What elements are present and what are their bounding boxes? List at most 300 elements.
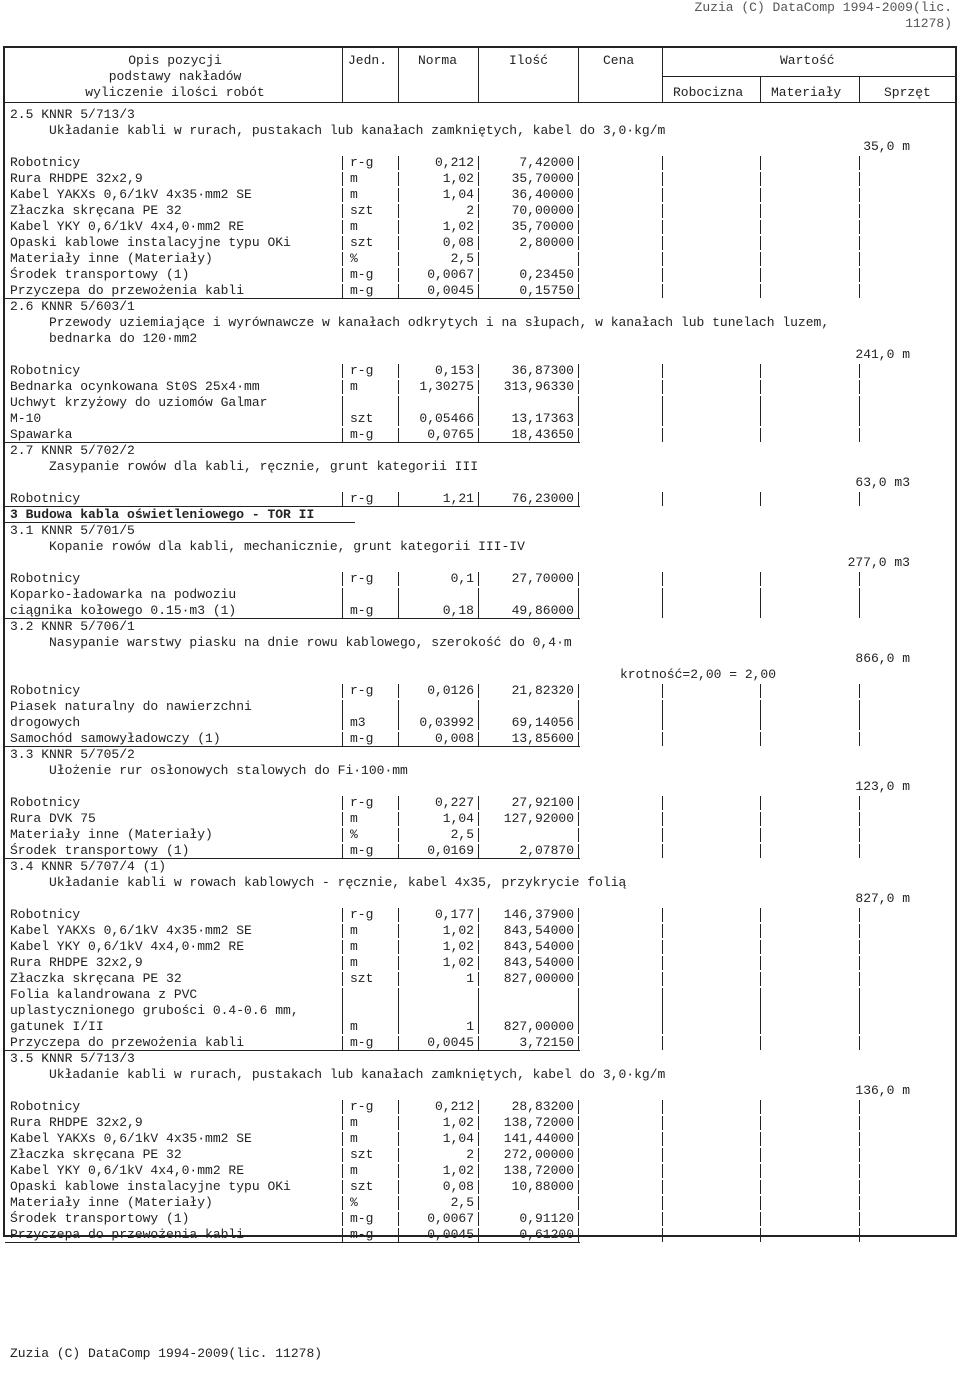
row-column-divider	[342, 1132, 343, 1146]
row-column-divider	[578, 220, 579, 234]
resource-norma: 0,0045	[427, 1227, 474, 1242]
row-column-divider	[398, 364, 399, 378]
row-column-divider	[859, 908, 860, 922]
row-column-divider	[398, 828, 399, 842]
row-column-divider	[760, 988, 761, 1034]
resource-unit: r-g	[350, 1099, 374, 1114]
resource-norma: 0,0126	[427, 683, 474, 698]
row-column-divider	[662, 844, 663, 858]
resource-name: Środek transportowy (1)	[10, 843, 190, 858]
row-column-divider	[578, 284, 579, 298]
row-column-divider	[398, 1100, 399, 1114]
row-column-divider	[478, 924, 479, 938]
row-column-divider	[478, 1100, 479, 1114]
resource-unit: szt	[350, 411, 374, 426]
row-column-divider	[859, 380, 860, 394]
resource-name: Rura RHDPE 32x2,9	[10, 1115, 143, 1130]
row-column-divider	[859, 732, 860, 746]
row-column-divider	[478, 1196, 479, 1210]
resource-norma: 1,02	[442, 1115, 474, 1130]
item-group-bottom-rule	[5, 1242, 580, 1243]
row-column-divider	[478, 1132, 479, 1146]
row-column-divider	[662, 812, 663, 826]
row-column-divider	[760, 1116, 761, 1130]
position-code: 2.5 KNNR 5/713/3	[10, 107, 135, 122]
row-column-divider	[662, 268, 663, 282]
position-description: Przewody uziemiające i wyrównawcze w kanałach odkrytych i na słupach, w kanałach lub tunelach luzem,	[49, 315, 830, 330]
row-column-divider	[662, 204, 663, 218]
column-header-materialy: Materiały	[771, 85, 842, 100]
position-quantity: 35,0 m	[863, 139, 910, 154]
resource-unit: m-g	[350, 1211, 374, 1226]
row-column-divider	[478, 492, 479, 506]
position-description: Zasypanie rowów dla kabli, ręcznie, grunt kategorii III	[49, 459, 479, 474]
resource-name: Rura RHDPE 32x2,9	[10, 955, 143, 970]
row-column-divider	[342, 1228, 343, 1242]
row-column-divider	[478, 988, 479, 1034]
resource-name: gatunek I/II	[10, 1019, 104, 1034]
row-column-divider	[478, 204, 479, 218]
resource-norma: 1,04	[442, 1131, 474, 1146]
resource-name: Środek transportowy (1)	[10, 267, 190, 282]
row-column-divider	[662, 156, 663, 170]
resource-norma: 1,02	[442, 171, 474, 186]
resource-name: Opaski kablowe instalacyjne typu OKi	[10, 1179, 291, 1194]
row-column-divider	[478, 364, 479, 378]
row-column-divider	[578, 1132, 579, 1146]
row-column-divider	[760, 812, 761, 826]
resource-ilosc: 141,44000	[503, 1131, 574, 1146]
column-header-wartosc: Wartość	[780, 53, 835, 68]
row-column-divider	[578, 700, 579, 730]
row-column-divider	[342, 572, 343, 586]
row-column-divider	[578, 236, 579, 250]
header-column-divider	[398, 48, 399, 102]
row-column-divider	[342, 972, 343, 986]
row-column-divider	[662, 492, 663, 506]
row-column-divider	[859, 172, 860, 186]
row-column-divider	[760, 1212, 761, 1226]
resource-name: Koparko-ładowarka na podwoziu	[10, 587, 237, 602]
position-quantity: 866,0 m	[855, 651, 910, 666]
row-column-divider	[662, 1180, 663, 1194]
row-column-divider	[578, 812, 579, 826]
resource-norma: 0,227	[434, 795, 474, 810]
position-quantity: 241,0 m	[855, 347, 910, 362]
row-column-divider	[662, 1116, 663, 1130]
row-column-divider	[859, 492, 860, 506]
row-column-divider	[662, 236, 663, 250]
row-column-divider	[859, 1180, 860, 1194]
position-quantity: 63,0 m3	[855, 475, 910, 490]
row-column-divider	[578, 380, 579, 394]
row-column-divider	[859, 796, 860, 810]
row-column-divider	[662, 1212, 663, 1226]
row-column-divider	[578, 1196, 579, 1210]
row-column-divider	[478, 1212, 479, 1226]
resource-ilosc: 35,70000	[511, 219, 574, 234]
row-column-divider	[662, 284, 663, 298]
resource-name: Robotnicy	[10, 683, 81, 698]
row-column-divider	[859, 940, 860, 954]
row-column-divider	[342, 700, 343, 730]
page-header: Zuzia (C) DataComp 1994-2009(lic. 11278)	[694, 0, 952, 31]
resource-unit: %	[350, 827, 358, 842]
row-column-divider	[859, 700, 860, 730]
row-column-divider	[398, 220, 399, 234]
row-column-divider	[760, 972, 761, 986]
column-header-opis-1: Opis pozycji	[128, 53, 222, 68]
row-column-divider	[478, 572, 479, 586]
resource-name: Bednarka ocynkowana St0S 25x4·mm	[10, 379, 260, 394]
resource-norma: 2	[466, 203, 474, 218]
resource-norma: 1	[466, 1019, 474, 1034]
row-column-divider	[760, 1164, 761, 1178]
resource-ilosc: 27,70000	[511, 571, 574, 586]
resource-ilosc: 18,43650	[511, 427, 574, 442]
column-header-ilosc: Ilość	[509, 53, 549, 68]
row-column-divider	[760, 364, 761, 378]
row-column-divider	[760, 924, 761, 938]
row-column-divider	[578, 572, 579, 586]
row-column-divider	[398, 1116, 399, 1130]
row-column-divider	[760, 1228, 761, 1242]
row-column-divider	[760, 1148, 761, 1162]
position-code: 2.6 KNNR 5/603/1	[10, 299, 135, 314]
resource-ilosc: 843,54000	[503, 939, 574, 954]
resource-name: Materiały inne (Materiały)	[10, 1195, 213, 1210]
resource-unit: m-g	[350, 731, 374, 746]
position-description: Układanie kabli w rurach, pustakach lub kanałach zamkniętych, kabel do 3,0·kg/m	[49, 123, 666, 138]
row-column-divider	[859, 988, 860, 1034]
column-header-cena: Cena	[603, 53, 635, 68]
resource-norma: 0,03992	[419, 715, 474, 730]
resource-name: Przyczepa do przewożenia kabli	[10, 1035, 245, 1050]
resource-name: Folia kalandrowana z PVC	[10, 987, 198, 1002]
resource-norma: 0,0045	[427, 283, 474, 298]
resource-unit: r-g	[350, 155, 374, 170]
resource-ilosc: 138,72000	[503, 1115, 574, 1130]
resource-name: Robotnicy	[10, 907, 81, 922]
row-column-divider	[662, 1036, 663, 1050]
row-column-divider	[760, 1180, 761, 1194]
resource-unit: m	[350, 379, 358, 394]
resource-norma: 0,05466	[419, 411, 474, 426]
resource-unit: m-g	[350, 1227, 374, 1242]
resource-norma: 0,0045	[427, 1035, 474, 1050]
row-column-divider	[342, 940, 343, 954]
resource-unit: m	[350, 1131, 358, 1146]
resource-name: Rura DVK 75	[10, 811, 96, 826]
row-column-divider	[662, 940, 663, 954]
row-column-divider	[760, 1132, 761, 1146]
row-column-divider	[478, 220, 479, 234]
row-column-divider	[342, 1164, 343, 1178]
row-column-divider	[478, 732, 479, 746]
resource-name: uplastycznionego grubości 0.4-0.6 mm,	[10, 1003, 299, 1018]
column-header-sprzet: Sprzęt	[884, 85, 931, 100]
row-column-divider	[578, 732, 579, 746]
row-column-divider	[478, 188, 479, 202]
resource-norma: 1,02	[442, 939, 474, 954]
resource-norma: 1,04	[442, 811, 474, 826]
row-column-divider	[342, 732, 343, 746]
row-column-divider	[398, 572, 399, 586]
row-column-divider	[760, 380, 761, 394]
row-column-divider	[398, 1132, 399, 1146]
position-quantity: 123,0 m	[855, 779, 910, 794]
resource-unit: m	[350, 187, 358, 202]
row-column-divider	[398, 684, 399, 698]
resource-name: Złaczka skręcana PE 32	[10, 971, 182, 986]
row-column-divider	[578, 1148, 579, 1162]
resource-name: Przyczepa do przewożenia kabli	[10, 1227, 245, 1242]
resource-ilosc: 13,17363	[511, 411, 574, 426]
row-column-divider	[859, 1036, 860, 1050]
column-header-opis-2: podstawy nakładów	[108, 69, 242, 84]
resource-ilosc: 70,00000	[511, 203, 574, 218]
row-column-divider	[859, 364, 860, 378]
resource-norma: 1	[466, 971, 474, 986]
row-column-divider	[398, 908, 399, 922]
row-column-divider	[398, 1036, 399, 1050]
row-column-divider	[478, 236, 479, 250]
row-column-divider	[760, 844, 761, 858]
row-column-divider	[859, 252, 860, 266]
row-column-divider	[662, 364, 663, 378]
row-column-divider	[398, 588, 399, 618]
resource-ilosc: 146,37900	[503, 907, 574, 922]
resource-ilosc: 0,91120	[519, 1211, 574, 1226]
multiplier-note: krotność=2,00 = 2,00	[620, 667, 777, 682]
resource-unit: m-g	[350, 427, 374, 442]
row-column-divider	[398, 1164, 399, 1178]
row-column-divider	[760, 220, 761, 234]
row-column-divider	[478, 1228, 479, 1242]
resource-norma: 0,0169	[427, 843, 474, 858]
row-column-divider	[859, 844, 860, 858]
row-column-divider	[578, 684, 579, 698]
row-column-divider	[398, 940, 399, 954]
row-column-divider	[662, 796, 663, 810]
row-column-divider	[578, 956, 579, 970]
resource-norma: 1,04	[442, 187, 474, 202]
row-column-divider	[859, 1148, 860, 1162]
resource-unit: m-g	[350, 267, 374, 282]
row-column-divider	[478, 684, 479, 698]
position-code: 3.5 KNNR 5/713/3	[10, 1051, 135, 1066]
row-column-divider	[662, 924, 663, 938]
row-column-divider	[859, 588, 860, 618]
resource-norma: 2	[466, 1147, 474, 1162]
row-column-divider	[342, 236, 343, 250]
resource-name: Robotnicy	[10, 155, 81, 170]
row-column-divider	[398, 1148, 399, 1162]
row-column-divider	[478, 172, 479, 186]
resource-ilosc: 827,00000	[503, 1019, 574, 1034]
row-column-divider	[760, 908, 761, 922]
resource-name: Kabel YAKXs 0,6/1kV 4x35·mm2 SE	[10, 1131, 252, 1146]
resource-unit: r-g	[350, 571, 374, 586]
row-column-divider	[859, 972, 860, 986]
resource-name: Materiały inne (Materiały)	[10, 251, 213, 266]
row-column-divider	[478, 1148, 479, 1162]
resource-unit: szt	[350, 203, 374, 218]
row-column-divider	[662, 828, 663, 842]
row-column-divider	[662, 380, 663, 394]
row-column-divider	[662, 1196, 663, 1210]
position-code: 3.1 KNNR 5/701/5	[10, 523, 135, 538]
resource-ilosc: 21,82320	[511, 683, 574, 698]
row-column-divider	[760, 684, 761, 698]
row-column-divider	[760, 796, 761, 810]
row-column-divider	[578, 1164, 579, 1178]
row-column-divider	[578, 972, 579, 986]
row-column-divider	[398, 732, 399, 746]
row-column-divider	[478, 1116, 479, 1130]
row-column-divider	[662, 956, 663, 970]
resource-unit: r-g	[350, 363, 374, 378]
row-column-divider	[662, 1132, 663, 1146]
row-column-divider	[760, 492, 761, 506]
row-column-divider	[342, 268, 343, 282]
position-description: bednarka do 120·mm2	[49, 331, 198, 346]
resource-name: Uchwyt krzyżowy do uziomów Galmar	[10, 395, 268, 410]
row-column-divider	[398, 812, 399, 826]
resource-name: Kabel YKY 0,6/1kV 4x4,0·mm2 RE	[10, 939, 245, 954]
row-column-divider	[478, 268, 479, 282]
resource-ilosc: 843,54000	[503, 923, 574, 938]
header-rule	[662, 76, 955, 77]
resource-ilosc: 127,92000	[503, 811, 574, 826]
row-column-divider	[398, 924, 399, 938]
resource-name: Kabel YKY 0,6/1kV 4x4,0·mm2 RE	[10, 219, 245, 234]
row-column-divider	[342, 380, 343, 394]
resource-unit: szt	[350, 971, 374, 986]
row-column-divider	[478, 252, 479, 266]
resource-name: Robotnicy	[10, 363, 81, 378]
row-column-divider	[760, 268, 761, 282]
row-column-divider	[478, 940, 479, 954]
row-column-divider	[342, 956, 343, 970]
row-column-divider	[859, 220, 860, 234]
resource-ilosc: 3,72150	[519, 1035, 574, 1050]
row-column-divider	[342, 284, 343, 298]
row-column-divider	[578, 492, 579, 506]
row-column-divider	[662, 588, 663, 618]
row-column-divider	[662, 220, 663, 234]
resource-name: Robotnicy	[10, 491, 81, 506]
row-column-divider	[342, 364, 343, 378]
row-column-divider	[478, 828, 479, 842]
row-column-divider	[760, 828, 761, 842]
row-column-divider	[859, 1196, 860, 1210]
row-column-divider	[578, 1036, 579, 1050]
row-column-divider	[478, 380, 479, 394]
row-column-divider	[398, 396, 399, 426]
resource-norma: 0,153	[434, 363, 474, 378]
resource-unit: m	[350, 1115, 358, 1130]
row-column-divider	[478, 812, 479, 826]
resource-ilosc: 2,80000	[519, 235, 574, 250]
row-column-divider	[578, 364, 579, 378]
row-column-divider	[478, 588, 479, 618]
row-column-divider	[578, 1100, 579, 1114]
row-column-divider	[859, 428, 860, 442]
row-column-divider	[478, 1180, 479, 1194]
row-column-divider	[578, 172, 579, 186]
resource-name: Robotnicy	[10, 795, 81, 810]
row-column-divider	[578, 428, 579, 442]
row-column-divider	[859, 924, 860, 938]
row-column-divider	[662, 172, 663, 186]
header-column-divider	[760, 76, 761, 102]
row-column-divider	[859, 284, 860, 298]
resource-name: Środek transportowy (1)	[10, 1211, 190, 1226]
row-column-divider	[578, 156, 579, 170]
row-column-divider	[662, 1148, 663, 1162]
row-column-divider	[398, 1228, 399, 1242]
position-code: 3.3 KNNR 5/705/2	[10, 747, 135, 762]
row-column-divider	[859, 684, 860, 698]
row-column-divider	[760, 156, 761, 170]
resource-ilosc: 28,83200	[511, 1099, 574, 1114]
resource-norma: 0,177	[434, 907, 474, 922]
resource-name: Przyczepa do przewożenia kabli	[10, 283, 245, 298]
resource-unit: m	[350, 811, 358, 826]
row-column-divider	[578, 796, 579, 810]
header-bottom-rule	[5, 102, 955, 103]
row-column-divider	[342, 252, 343, 266]
row-column-divider	[342, 684, 343, 698]
position-description: Układanie kabli w rurach, pustakach lub kanałach zamkniętych, kabel do 3,0·kg/m	[49, 1067, 666, 1082]
row-column-divider	[478, 1164, 479, 1178]
row-column-divider	[859, 1132, 860, 1146]
row-column-divider	[342, 172, 343, 186]
resource-unit: m-g	[350, 1035, 374, 1050]
row-column-divider	[662, 428, 663, 442]
row-column-divider	[398, 1196, 399, 1210]
row-column-divider	[578, 940, 579, 954]
resource-ilosc: 0,23450	[519, 267, 574, 282]
row-column-divider	[398, 988, 399, 1034]
row-column-divider	[578, 188, 579, 202]
row-column-divider	[398, 236, 399, 250]
row-column-divider	[398, 204, 399, 218]
row-column-divider	[859, 188, 860, 202]
row-column-divider	[342, 492, 343, 506]
header-column-divider	[578, 48, 579, 102]
row-column-divider	[760, 204, 761, 218]
row-column-divider	[342, 828, 343, 842]
resource-unit: m	[350, 1163, 358, 1178]
row-column-divider	[760, 940, 761, 954]
resource-ilosc: 0,61200	[519, 1227, 574, 1242]
position-description: Ułożenie rur osłonowych stalowych do Fi·100·mm	[49, 763, 408, 778]
resource-ilosc: 0,15750	[519, 283, 574, 298]
row-column-divider	[859, 572, 860, 586]
row-column-divider	[662, 700, 663, 730]
row-column-divider	[398, 796, 399, 810]
resource-ilosc: 49,86000	[511, 603, 574, 618]
resource-ilosc: 272,00000	[503, 1147, 574, 1162]
resource-name: Kabel YAKXs 0,6/1kV 4x35·mm2 SE	[10, 187, 252, 202]
row-column-divider	[859, 828, 860, 842]
row-column-divider	[578, 268, 579, 282]
row-column-divider	[760, 700, 761, 730]
row-column-divider	[398, 956, 399, 970]
row-column-divider	[859, 236, 860, 250]
